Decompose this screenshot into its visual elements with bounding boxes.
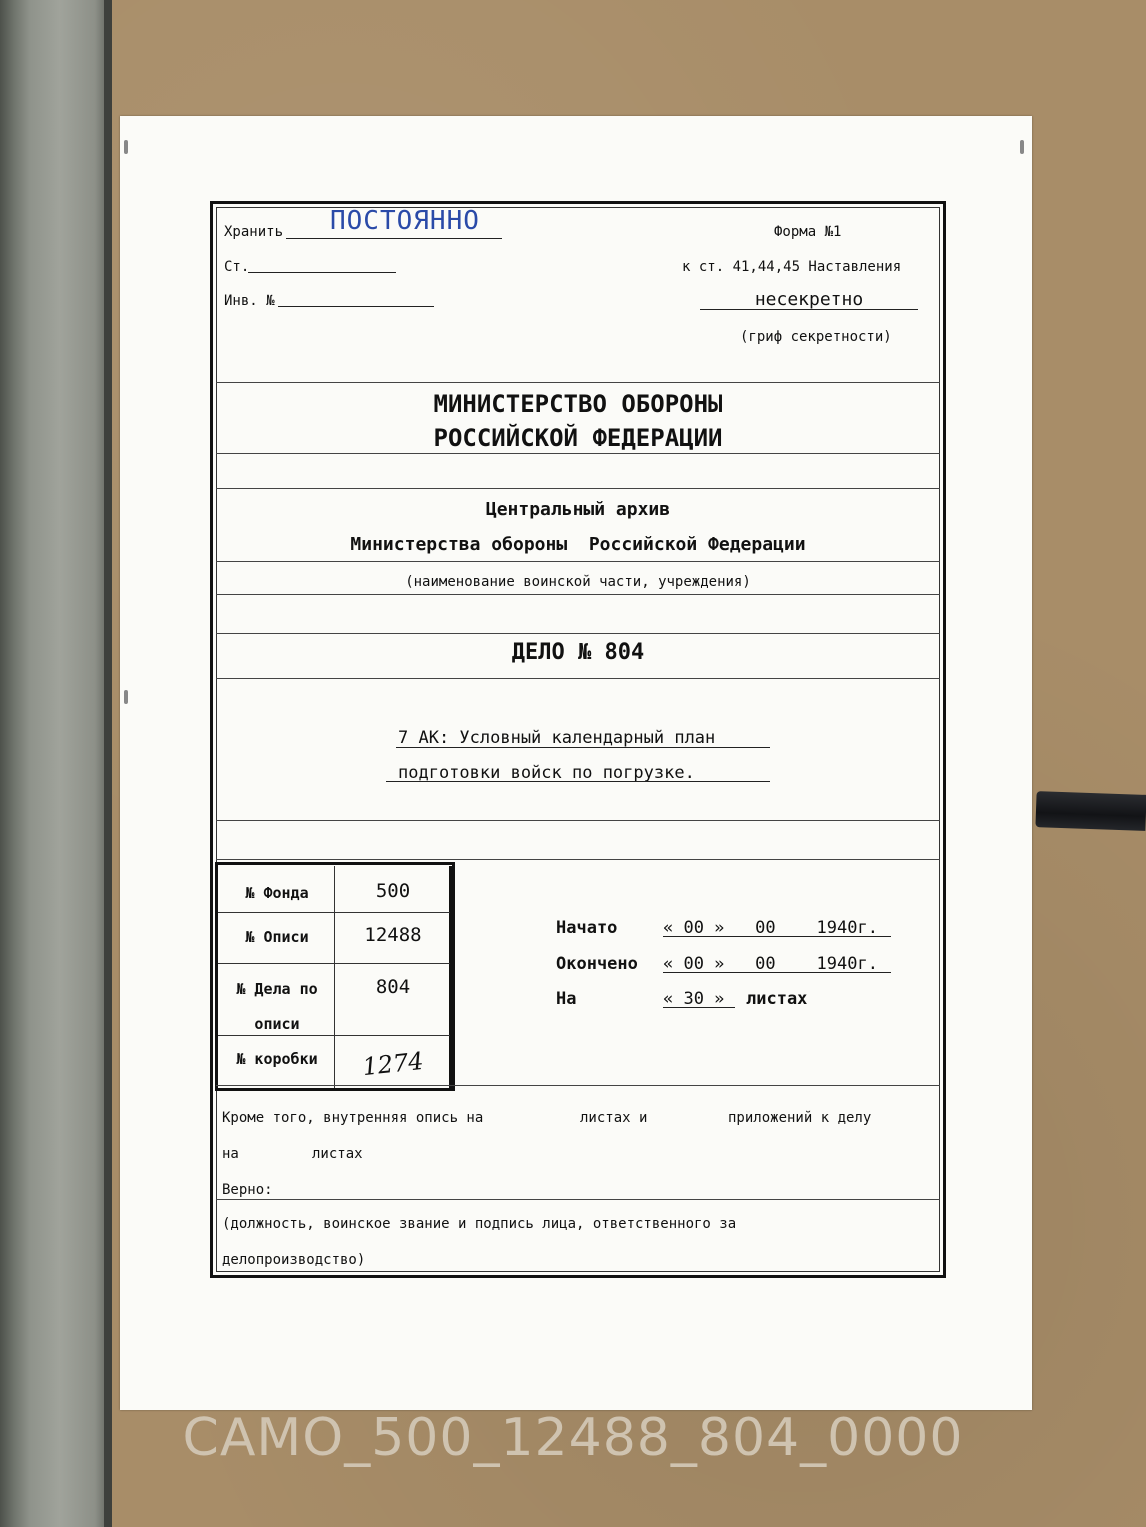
secrecy-caption: (гриф секретности) [740,329,892,345]
inventory-line-2a: на [222,1146,239,1162]
ministry-line-1: МИНИСТЕРСТВО ОБОРОНЫ [433,390,723,418]
inventory-line-1b: листах и [580,1110,648,1126]
case-title: ДЕЛО № 804 [511,640,645,665]
archive-line-2: Министерства обороны Российской Федерации [350,534,806,555]
st-label: Ст. [224,259,250,275]
responsible-caption-line-2: делопроизводство) [222,1252,366,1268]
box-label: № коробки [236,1050,318,1068]
inventory-line-1c: приложений к делу [728,1110,872,1126]
divider [216,820,940,821]
divider [216,633,940,634]
folder-strap [1035,791,1146,831]
fond-label: № Фонда [245,884,309,902]
on-label: На [556,989,577,1009]
archive-caption: (наименование воинской части, учреждения) [405,574,751,590]
keep-stamp: ПОСТОЯННО [330,206,480,236]
folder-spine-edge [104,0,112,1527]
started-value: « 00 » 00 1940г. [663,918,878,938]
archive-line-1: Центральный архив [485,499,671,520]
ended-underline [663,972,891,973]
box-value-handwritten: 1274 [361,1046,425,1082]
secrecy-value: несекретно [754,289,864,310]
verified-label: Верно: [222,1182,273,1198]
case-description-line-1: 7 АК: Условный календарный план [398,728,716,748]
sheets-label: листах [746,989,808,1009]
divider [216,859,940,860]
divider [216,561,940,562]
table-row-divider [218,963,450,964]
punch-hole [1020,140,1024,154]
divider [216,1199,940,1200]
sheets-value: « 30 » [663,989,725,1009]
case-desc-underline [396,747,770,748]
inv-label: Инв. № [224,293,275,309]
sheets-underline [663,1007,735,1008]
opis-value: 12488 [364,924,422,946]
delo-label-line-1: № Дела по [236,980,318,998]
archive-file-code: CAMO_500_12488_804_0000 [182,1408,964,1468]
opis-label: № Описи [245,928,309,946]
folder-spine [0,0,112,1527]
inventory-line-2b: листах [312,1146,363,1162]
divider [216,382,940,383]
instruction-reference: к ст. 41,44,45 Наставления [682,259,902,275]
started-label: Начато [556,918,618,938]
inv-underline [278,306,434,307]
punch-hole [124,690,128,704]
started-underline [663,936,891,937]
divider [216,1085,940,1086]
divider [216,594,940,595]
ended-label: Окончено [556,954,638,974]
table-row-divider [218,1035,450,1036]
case-desc-underline [386,781,770,782]
st-underline [248,272,396,273]
form-label: Форма №1 [774,224,842,240]
responsible-caption-line-1: (должность, воинское звание и подпись лица, ответственного за [222,1216,737,1232]
delo-value: 804 [375,976,411,998]
divider [216,453,940,454]
keep-underline [286,238,502,239]
inventory-line-1a: Кроме того, внутренняя опись на [222,1110,484,1126]
keep-label: Хранить [224,224,284,240]
divider [216,678,940,679]
punch-hole [124,140,128,154]
case-description-line-2: подготовки войск по погрузке. [398,763,695,783]
divider [216,488,940,489]
delo-label-line-2: описи [254,1015,300,1033]
table-row-divider [218,912,450,913]
fond-value: 500 [375,880,411,902]
secrecy-underline [700,309,918,310]
ended-value: « 00 » 00 1940г. [663,954,878,974]
ministry-line-2: РОССИЙСКОЙ ФЕДЕРАЦИИ [433,424,723,452]
